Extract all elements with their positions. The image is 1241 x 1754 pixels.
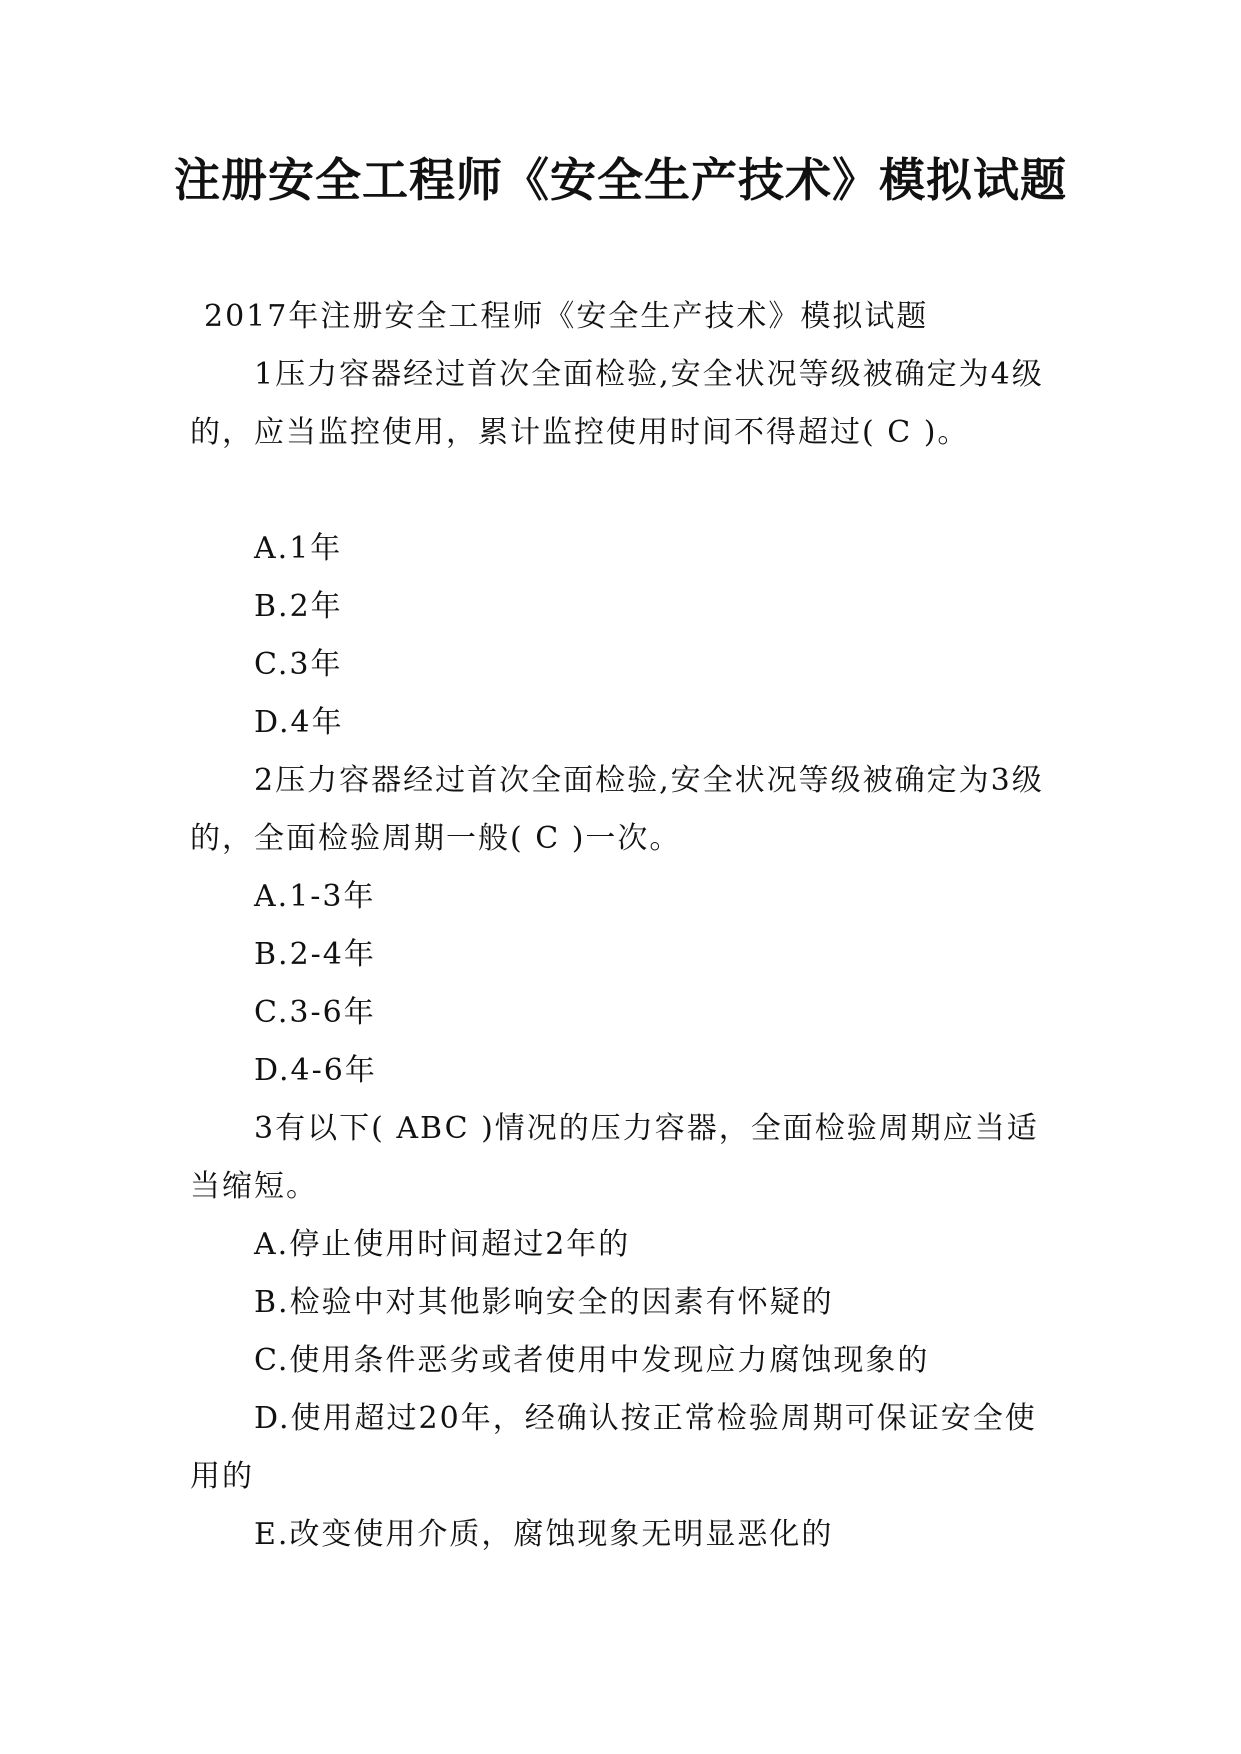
question-3-option-a: A.停止使用时间超过2年的 — [254, 1227, 631, 1262]
question-1-option-d: D.4年 — [254, 705, 344, 740]
question-2-option-b: B.2-4年 — [254, 937, 376, 972]
question-2-option-a: A.1-3年 — [254, 879, 376, 914]
question-3-option-e: E.改变使用介质，腐蚀现象无明显恶化的 — [254, 1517, 834, 1552]
question-3-stem: 3有以下( ABC )情况的压力容器，全面检验周期应当适当缩短。 — [190, 1111, 1039, 1204]
question-1-stem: 1压力容器经过首次全面检验,安全状况等级被确定为4级的，应当监控使用，累计监控使用时间不得超过( C )。 — [190, 357, 1044, 450]
question-3-option-d: D.使用超过20年，经确认按正常检验周期可保证安全使用的 — [190, 1401, 1037, 1494]
question-1-option-c: C.3年 — [254, 647, 343, 682]
question-1-option-b: B.2年 — [254, 589, 343, 624]
question-3-option-b: B.检验中对其他影响安全的因素有怀疑的 — [254, 1285, 834, 1320]
question-3-option-c: C.使用条件恶劣或者使用中发现应力腐蚀现象的 — [254, 1343, 930, 1378]
question-2-stem: 2压力容器经过首次全面检验,安全状况等级被确定为3级的，全面检验周期一般( C )一次。 — [190, 763, 1044, 856]
document-title: 注册安全工程师《安全生产技术》模拟试题 — [174, 153, 1067, 207]
question-2-option-c: C.3-6年 — [254, 995, 376, 1030]
question-1-option-a: A.1年 — [254, 531, 343, 566]
document-body — [190, 288, 1054, 1564]
question-2-option-d: D.4-6年 — [254, 1053, 377, 1088]
document-subtitle: 2017年注册安全工程师《安全生产技术》模拟试题 — [204, 299, 929, 334]
